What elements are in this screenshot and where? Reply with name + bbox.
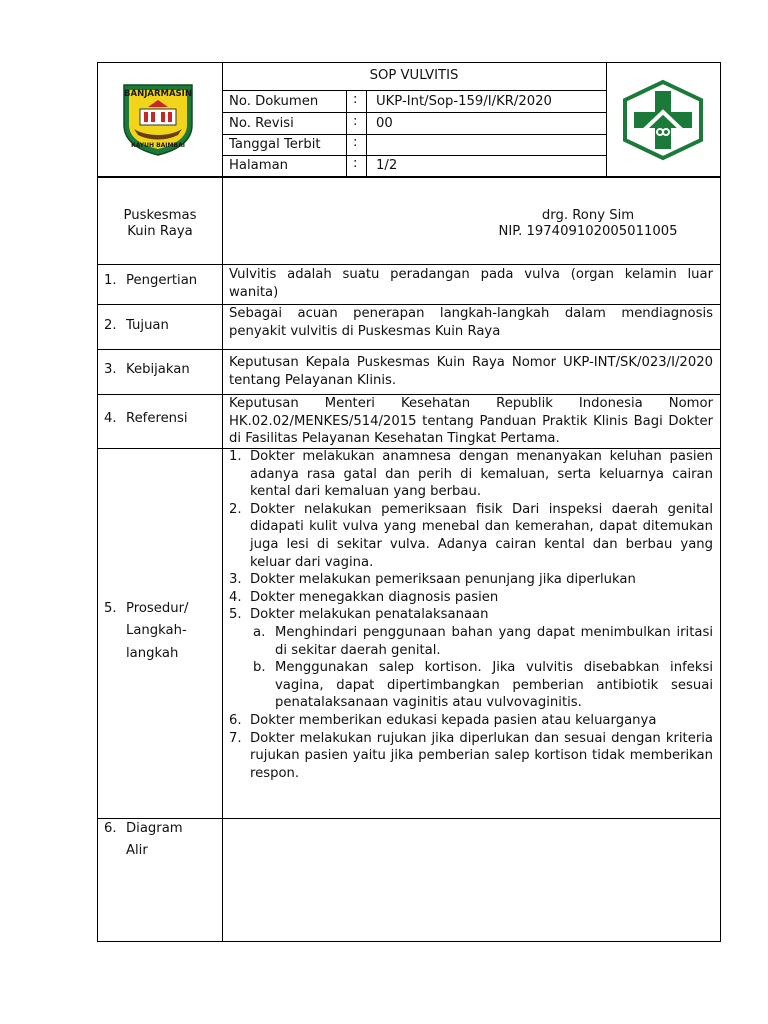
section-5-label-line3: langkah — [126, 646, 179, 661]
revision-colon: : — [353, 114, 358, 129]
page-value: 1/2 — [376, 158, 398, 173]
section-6-number: 6. — [104, 821, 117, 836]
section-6-label-line2: Alir — [126, 843, 148, 858]
list-item — [229, 571, 713, 589]
section-3-number: 3. — [104, 362, 117, 377]
section-4-number: 4. — [104, 411, 117, 426]
list-item — [229, 448, 713, 501]
border-top — [97, 62, 721, 63]
header-row-line — [222, 112, 606, 113]
list-item — [229, 501, 713, 571]
step-text: Dokter memberikan edukasi kepada pasien atau keluarganya — [250, 712, 657, 728]
section-1-label: Pengertian — [126, 273, 198, 288]
step-number: 3. — [229, 572, 242, 588]
step-number: 6. — [229, 712, 242, 728]
page-colon: : — [353, 156, 358, 171]
procedure-steps — [229, 448, 713, 782]
step-number: 7. — [229, 730, 242, 746]
logo-top-text: BANJARMASIN — [124, 89, 192, 99]
header-bottom-line — [97, 176, 721, 178]
border-right — [720, 62, 721, 942]
revision-value: 00 — [376, 116, 393, 131]
header-row-line — [222, 134, 606, 135]
step-text: Dokter melakukan rujukan jika diperlukan dan sesuai dengan kriteria rujukan pasien yaitu jika pemberian salep kortison tidak memberikan respon. — [250, 730, 713, 781]
step-number: 5. — [229, 607, 242, 623]
section-3-text: Keputusan Kepala Puskesmas Kuin Raya Nomor UKP-INT/SK/023/I/2020 tentang Pelayanan Klinis. — [229, 355, 713, 388]
issue-date-colon: : — [353, 135, 358, 150]
substep-letter: a. — [253, 624, 266, 640]
doc-number-colon: : — [353, 92, 358, 107]
section-4-text: Keputusan Menteri Kesehatan Republik Indonesia Nomor HK.02.02/MENKES/514/2015 tentang Panduan Praktik Klinis Bagi Dokter di Fasilitas Pelayanan Kesehatan Tingkat Pertama. — [229, 396, 713, 447]
row-line — [97, 349, 721, 350]
puskesmas-cross-icon — [620, 78, 706, 162]
revision-label: No. Revisi — [229, 116, 294, 131]
section-2-label: Tujuan — [126, 318, 169, 333]
substep-text: Menggunakan salep kortison. Jika vulvitis disebabkan infeksi vagina, dapat dipertimbangkan pemberian antibiotik sesuai penatalaksanaan vaginitis atau vulvovaginitis. — [275, 660, 713, 711]
substep-text: Menghindari penggunaan bahan yang dapat menimbulkan iritasi di sekitar daerah genital. — [275, 624, 713, 658]
sub-list-item — [229, 659, 713, 712]
section-4-label: Referensi — [126, 411, 188, 426]
border-bottom — [97, 941, 721, 942]
left-column-divider — [222, 178, 223, 942]
step-text: Dokter melakukan pemeriksaan penunjang jika diperlukan — [250, 572, 636, 588]
header-col-line — [346, 90, 347, 177]
document-title: SOP VULVITIS — [369, 68, 459, 83]
org-name-line1: Puskesmas — [123, 208, 197, 223]
list-item — [229, 589, 713, 607]
step-number: 4. — [229, 589, 242, 605]
section-1-text: Vulvitis adalah suatu peradangan pada vulva (organ kelamin luar wanita) — [229, 267, 713, 300]
row-line — [97, 264, 721, 265]
section-3-label: Kebijakan — [126, 362, 190, 377]
border-left — [97, 62, 98, 942]
org-name-line2: Kuin Raya — [127, 224, 193, 239]
logo-bottom-text: KAYUH BAIMBAI — [131, 142, 185, 149]
sub-list-item — [229, 624, 713, 659]
section-5-number: 5. — [104, 601, 117, 616]
list-item — [229, 730, 713, 783]
step-text: Dokter melakukan anamnesa dengan menanyakan keluhan pasien adanya rasa gatal dan perih di kemaluan, serta keluarnya cairan kental dari kemaluan yang berbau. — [250, 449, 713, 500]
step-text: Dokter nelakukan pemeriksaan fisik Dari inspeksi daerah genital didapati kulit vulva yang menebal dan kemerahan, dapat ditemukan juga lesi di sekitar vulva. Adanya cairan kental dan berbau yang keluar dari vagina. — [250, 501, 713, 570]
signer-nip: NIP. 197409102005011005 — [498, 224, 678, 239]
puskesmas-logo — [620, 78, 706, 162]
header-title-line — [222, 90, 606, 91]
step-text: Dokter melakukan penatalaksanaan — [250, 607, 489, 623]
page-label: Halaman — [229, 158, 289, 173]
header-col-line — [366, 90, 367, 177]
list-item — [229, 712, 713, 730]
doc-number-value: UKP-Int/Sop-159/I/KR/2020 — [376, 94, 552, 109]
section-6-label-line1: Diagram — [126, 821, 183, 836]
step-text: Dokter menegakkan diagnosis pasien — [250, 589, 499, 605]
doc-number-label: No. Dokumen — [229, 94, 319, 109]
section-5-label-line1: Prosedur/ — [126, 601, 189, 616]
section-2-number: 2. — [104, 318, 117, 333]
step-number: 1. — [229, 449, 242, 464]
issue-date-label: Tanggal Terbit — [229, 137, 321, 152]
header-row-line — [222, 155, 606, 156]
step-number: 2. — [229, 501, 242, 517]
section-2-text: Sebagai acuan penerapan langkah-langkah dalam mendiagnosis penyakit vulvitis di Puskesmas Kuin Raya — [229, 306, 713, 339]
signer-name: drg. Rony Sim — [541, 208, 635, 223]
row-line — [97, 818, 721, 819]
header-logo-divider-right — [606, 62, 607, 178]
section-5-label-line2: Langkah- — [126, 623, 187, 638]
substep-letter: b. — [253, 660, 266, 676]
banjarmasin-logo — [118, 81, 198, 157]
section-1-number: 1. — [104, 273, 117, 288]
list-item — [229, 606, 713, 624]
